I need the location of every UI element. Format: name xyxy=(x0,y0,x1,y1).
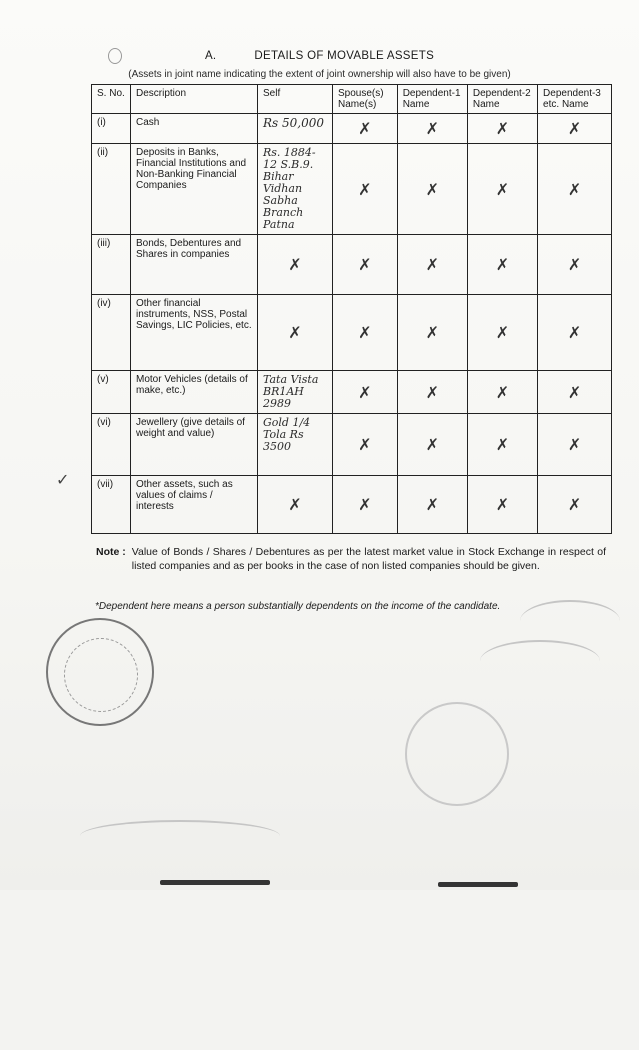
cell-sno: (vii) xyxy=(92,476,131,534)
note-label: Note : xyxy=(96,546,126,558)
faded-seal xyxy=(405,702,509,806)
cell-description: Bonds, Debentures and Shares in companies xyxy=(131,235,258,295)
faded-signature xyxy=(480,640,600,682)
cell-dependent-3: ✗ xyxy=(538,295,612,371)
cell-description: Other assets, such as values of claims / interests xyxy=(131,476,258,534)
cell-dependent-3: ✗ xyxy=(538,144,612,235)
header-spouse: Spouse(s) Name(s) xyxy=(333,85,398,114)
header-self: Self xyxy=(258,85,333,114)
cell-dependent-1: ✗ xyxy=(397,114,467,144)
margin-check-mark: ✓ xyxy=(56,470,70,489)
header-dependent-1: Dependent-1 Name xyxy=(397,85,467,114)
cell-dependent-1: ✗ xyxy=(397,295,467,371)
table-header-row xyxy=(92,85,612,114)
table-row xyxy=(92,476,612,534)
movable-assets-table xyxy=(91,84,612,534)
cell-dependent-1: ✗ xyxy=(397,476,467,534)
table-row xyxy=(92,235,612,295)
cell-spouse: ✗ xyxy=(333,414,398,476)
cell-sno: (i) xyxy=(92,114,131,144)
cell-dependent-3: ✗ xyxy=(538,414,612,476)
cell-spouse: ✗ xyxy=(333,144,398,235)
cell-dependent-2: ✗ xyxy=(467,144,537,235)
cell-sno: (iii) xyxy=(92,235,131,295)
cell-self: Rs. 1884-12 S.B.9. Bihar Vidhan Sabha Branch Patna xyxy=(258,144,333,235)
cell-spouse: ✗ xyxy=(333,235,398,295)
cell-sno: (v) xyxy=(92,371,131,414)
cell-dependent-3: ✗ xyxy=(538,371,612,414)
cell-sno: (iv) xyxy=(92,295,131,371)
section-subtitle: (Assets in joint name indicating the extent of joint ownership will also have to be given) xyxy=(128,69,511,80)
scan-edge-mark xyxy=(438,882,518,887)
cell-dependent-3: ✗ xyxy=(538,235,612,295)
cell-dependent-1: ✗ xyxy=(397,235,467,295)
section-heading xyxy=(0,50,639,62)
cell-self: ✗ xyxy=(258,295,333,371)
cell-self: ✗ xyxy=(258,476,333,534)
cell-dependent-2: ✗ xyxy=(467,235,537,295)
note xyxy=(96,545,606,573)
cell-description: Cash xyxy=(131,114,258,144)
header-sno: S. No. xyxy=(92,85,131,114)
cell-self: ✗ xyxy=(258,235,333,295)
table-row xyxy=(92,114,612,144)
scan-edge-mark xyxy=(160,880,270,885)
cell-spouse: ✗ xyxy=(333,114,398,144)
faded-signature xyxy=(80,820,280,852)
header-dependent-2: Dependent-2 Name xyxy=(467,85,537,114)
cell-description: Other financial instruments, NSS, Postal Savings, LIC Policies, etc. xyxy=(131,295,258,371)
cell-description: Deposits in Banks, Financial Institutions and Non-Banking Financial Companies xyxy=(131,144,258,235)
cell-dependent-1: ✗ xyxy=(397,371,467,414)
section-title: DETAILS OF MOVABLE ASSETS xyxy=(254,50,435,62)
cell-dependent-3: ✗ xyxy=(538,476,612,534)
note-text: Value of Bonds / Shares / Debentures as per the latest market value in Stock Exchange in respect of listed companies and as per books in the case of non listed companies should be given. xyxy=(131,546,606,572)
cell-description: Jewellery (give details of weight and value) xyxy=(131,414,258,476)
cell-self: Gold 1/4 Tola Rs 3500 xyxy=(258,414,333,476)
cell-dependent-2: ✗ xyxy=(467,114,537,144)
dependent-footnote: *Dependent here means a person substantially dependents on the income of the candidate. xyxy=(95,601,501,612)
cell-dependent-1: ✗ xyxy=(397,144,467,235)
table-row xyxy=(92,295,612,371)
cell-dependent-2: ✗ xyxy=(467,371,537,414)
cell-dependent-1: ✗ xyxy=(397,414,467,476)
section-letter: A. xyxy=(204,50,217,62)
cell-self: Rs 50,000 xyxy=(258,114,333,144)
cell-spouse: ✗ xyxy=(333,476,398,534)
cell-dependent-3: ✗ xyxy=(538,114,612,144)
cell-dependent-2: ✗ xyxy=(467,295,537,371)
table-row xyxy=(92,414,612,476)
notary-seal xyxy=(46,618,154,726)
cell-self: Tata Vista BR1AH 2989 xyxy=(258,371,333,414)
table-row xyxy=(92,144,612,235)
header-description: Description xyxy=(131,85,258,114)
header-dependent-3: Dependent-3 etc. Name xyxy=(538,85,612,114)
cell-dependent-2: ✗ xyxy=(467,476,537,534)
cell-description: Motor Vehicles (details of make, etc.) xyxy=(131,371,258,414)
cell-sno: (vi) xyxy=(92,414,131,476)
cell-sno: (ii) xyxy=(92,144,131,235)
cell-dependent-2: ✗ xyxy=(467,414,537,476)
cell-spouse: ✗ xyxy=(333,295,398,371)
notary-seal-inner-ring xyxy=(64,638,138,712)
faded-signature xyxy=(520,600,620,642)
cell-spouse: ✗ xyxy=(333,371,398,414)
table-row xyxy=(92,371,612,414)
